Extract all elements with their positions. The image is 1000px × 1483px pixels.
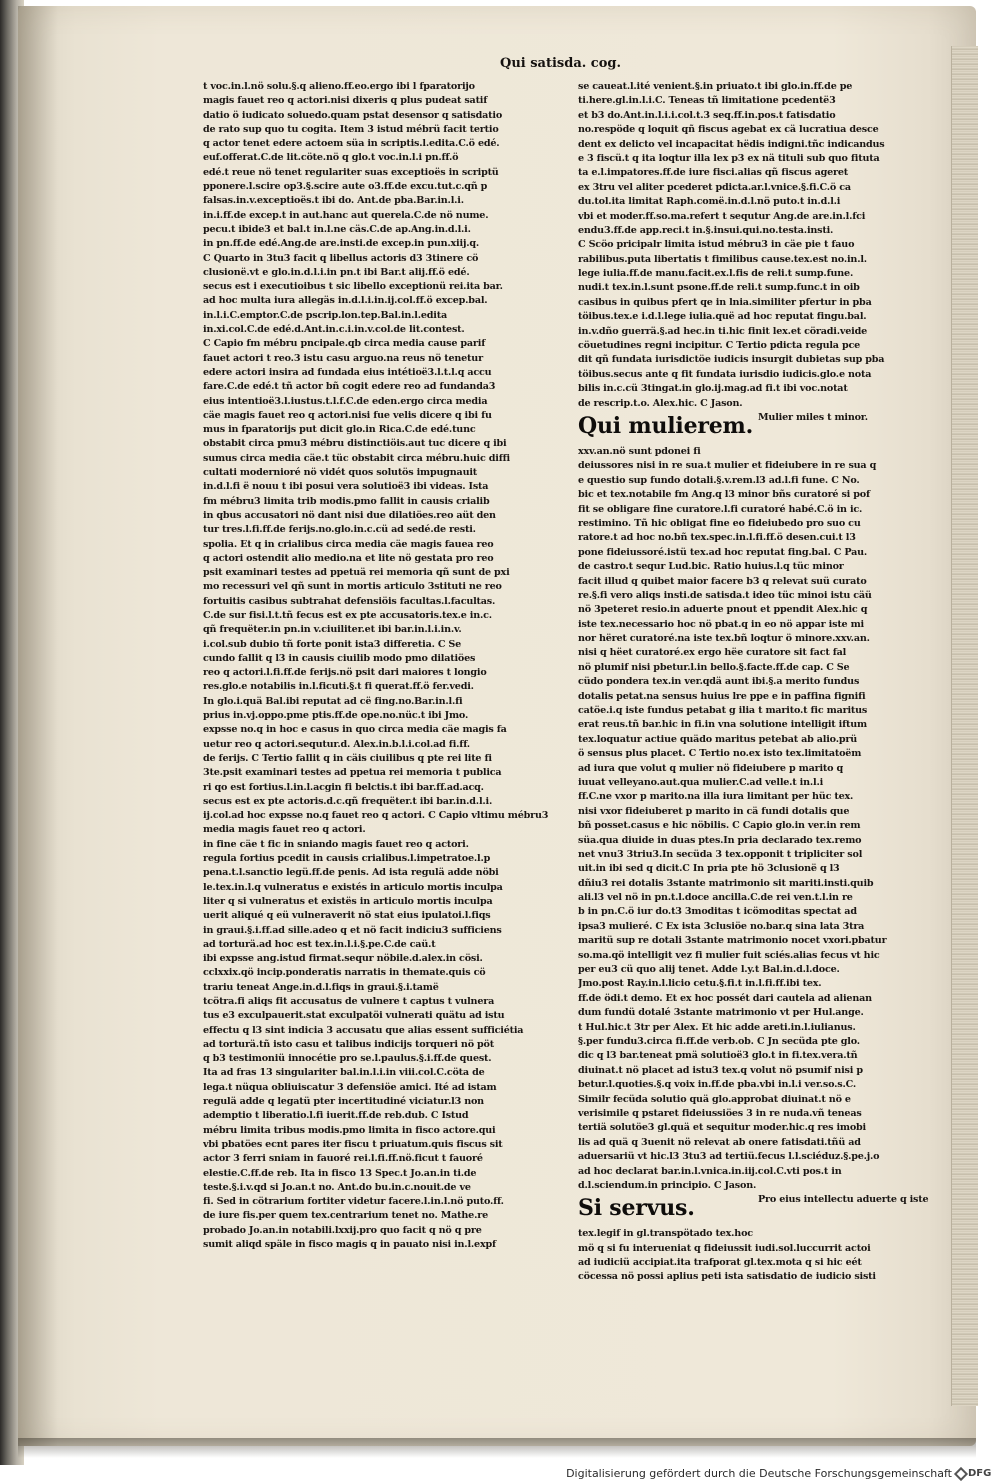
text-line: falsas.in.v.exceptioës.t ibi do. Ant.de pba.Bar.in.l.i. (203, 195, 464, 207)
text-line: deiussores nisi in re sua.t mulier et fideiubere in re sua q (578, 460, 877, 472)
text-line: t Hul.hic.t 3tr per Alex. Et hic adde areti.in.l.iulianus. (578, 1021, 856, 1033)
text-line: clusionë.vt e glo.in.d.l.i.in pn.t ibi Bar.t alij.ff.ö edé. (203, 266, 470, 278)
text-line: uit.in ibi sed q dicit.C In pria pte hö 3clusionë q l3 (578, 863, 840, 875)
text-line: bilis in.c.cü 3tingat.in glo.ij.mag.ad fi.t ibi voc.notat (578, 383, 848, 395)
text-line: euf.offerat.C.de lit.cöte.nö q glo.t voc.in.l.i pn.ff.ö (203, 152, 459, 164)
text-line: trariu teneat Ange.in.d.l.fiqs in graui.§.i.tamë (203, 981, 439, 993)
text-line: ij.col.ad hoc expsse no.q fauet reo q actori. C Capio vltimu mébru3 (203, 810, 549, 822)
text-line: secus est i executioibus t sic libello exceptionü rei.ita bar. (203, 281, 503, 293)
text-line: tertiä solutöe3 gl.quä et sequitur moder.hic.q res imobi (578, 1122, 867, 1134)
text-line: tur tres.l.fi.ff.de ferijs.no.glo.in.c.cü ad sedé.de resti. (203, 524, 476, 536)
text-line: catöe.i.q iste fundus petabat g ilia t marito.t fic maritus (578, 705, 868, 717)
text-line: ri qo est fortius.l.in.l.acgin fi belctis.t ibi bar.ff.ad.acq. (203, 781, 484, 793)
text-line: media magis fauet reo q actori. (203, 824, 366, 836)
text-line: tcötra.fi aliqs fit accusatus de vulnere t captus t vulnera (203, 996, 495, 1007)
text-line: ad hoc declarat bar.in.l.vnica.in.iij.col.C.vti pos.t in (578, 1165, 842, 1177)
text-line: mö q si fu interueniat q fideiussit iudi.sol.luccurrit actoi (578, 1242, 871, 1254)
text-line: fare.C.de edé.t tñ actor bñ cogit edere reo ad fundanda3 (203, 381, 496, 393)
text-line: in pn.ff.de edé.Ang.de are.insti.de excep.in pun.xiij.q. (203, 238, 480, 250)
text-line: cöcessa nö possi aplius peti ista satisdatio de iudicio sisti (578, 1271, 876, 1283)
text-line: q b3 testimoniü innocétie pro se.l.paulus.§.i.ff.de quest. (203, 1053, 492, 1065)
text-line: datio ö iudicato soluedo.quam pstat desensor q satisdatio (203, 109, 503, 121)
heading-tail: Mulier miles t minor. (758, 411, 868, 423)
text-line: secus est ex pte actoris.d.c.qñ frequëter.t ibi bar.in.d.l.i. (203, 795, 493, 807)
text-line: §.per fundu3.circa fi.ff.de verb.ob. C Jn secüda pte glo. (578, 1036, 860, 1047)
text-line: probado Jo.an.in notabili.lxxij.pro quo facit q nö q pre (203, 1224, 482, 1236)
text-line: lege iulia.ff.de manu.facit.ex.l.fis de reli.t sump.fune. (578, 268, 854, 280)
dfg-mark-icon (954, 1466, 968, 1480)
text-line: cöuetudines regni incipitur. C Tertio pdicta regula pce (578, 340, 861, 352)
funding-notice: Digitalisierung gefördert durch die Deutsche Forschungsgemeinschaft (566, 1467, 952, 1480)
text-line: erat reus.tñ bar.hic in fi.in vna solutione intelligit iftum (578, 719, 867, 731)
right-column-top-text (578, 80, 908, 411)
text-line: ipsa3 mulieré. C Ex ista 3clusiöe no.bar.q sina lata 3tra (578, 920, 865, 932)
text-line: C Capio fm mébru pncipale.qb circa media cause parif (203, 338, 486, 350)
text-line: de ferijs. C Tertio fallit q in cäis ciuilibus q pte rei lite fi (203, 752, 492, 764)
text-line: d.l.sciendum.in principio. C Jason. (578, 1179, 757, 1191)
text-line: süa.qua diuide in duas ptes.In pria declarado tex.remo (578, 834, 862, 846)
running-head: Qui satisda. cog. (500, 56, 622, 71)
text-line: 3te.psit examinari testes ad ppetua rei memoria t publica (203, 767, 502, 779)
text-line: betur.l.quoties.§.q voix in.ff.de pba.vbi in.l.i ver.so.s.C. (578, 1079, 857, 1091)
text-line: fit se obligare fine curatore.l.fi curatoré habé.C.ö in ic. (578, 503, 863, 515)
text-line: in.xi.col.C.de edé.d.Ant.in.c.i.in.v.col.de lit.contest. (203, 324, 465, 336)
text-line: C Scöo pricipalr limita istud mébru3 in cäe pie t fauo (578, 239, 855, 251)
text-line: edé.t reue nö tenet regulariter suas exceptioës in scriptü (203, 166, 499, 178)
left-text-column (203, 80, 558, 1252)
text-line: pena.t.l.sanctio legü.ff.de penis. Ad ista regulä adde nöbi (203, 867, 499, 879)
text-line: re.§.fi vero aliqs insti.de satisda.t ideo tüc minoi istu cäü (578, 589, 872, 601)
text-line: spolia. Et q in crialibus circa media cäe magis fauea reo (203, 538, 494, 550)
text-line: le.tex.in.l.q vulneratus e existés in articulo mortis inculpa (203, 881, 503, 893)
text-line: in graui.§.i.ff.ad sille.adeo q et nö facit indiciu3 sufficiens (203, 924, 502, 936)
gutter-shadow (18, 6, 58, 1446)
text-line: dent ex delicto vel incapacitat hëdis indigni.tñc indicandus (578, 138, 885, 150)
text-line: so.ma.qö intelligit vez fi mulier fuit sciés.alias fecus vt hic (578, 949, 880, 961)
text-line: pone fideiussoré.istü tex.ad hoc reputat fing.bal. C Pau. (578, 546, 868, 558)
text-line: eius intentioë3.l.iustus.t.l.f.C.de eden.ergo circa media (203, 395, 488, 407)
text-line: vbi pbatöes ecnt pares iter fiscu t priuatum.quis fiscus sit (203, 1138, 503, 1150)
text-line: fm mébru3 limita trib modis.pmo fallit in causis crialib (203, 495, 490, 507)
text-line: in.i.ff.de excep.t in aut.hanc aut querela.C.de nö nume. (203, 209, 489, 221)
text-line: net vnu3 3triu3.In secüda 3 tex.opponit t tripliciter sol (578, 848, 863, 860)
text-line: de castro.t sequr Lud.bic. Ratio huius.l.q tüc minor (578, 561, 844, 573)
text-line: res.glo.e notabilis in.l.ficuti.§.t fi querat.ff.ö fer.vedi. (203, 681, 474, 693)
text-line: de rescrip.t.o. Alex.hic. C Jason. (578, 397, 743, 409)
right-column-mid-text (578, 445, 908, 1193)
text-line: ff.de ödi.t demo. Et ex hoc possét dari cautela ad alienan (578, 992, 872, 1004)
text-line: facit illud q quibet maior facere b3 q relevat suü curato (578, 575, 867, 587)
text-line: reo q actori.l.fi.ff.de ferijs.nö psit dari maiores t longio (203, 667, 487, 679)
text-line: ad iudiciü accipiat.ita trafporat gl.tex.mota q si hic eét (578, 1257, 862, 1269)
text-line: ad torturä.ad hoc est tex.in.l.i.§.pe.C.de caü.t (203, 938, 436, 950)
section-heading-qui-mulierem (578, 411, 908, 445)
text-line: mo recessuri vel qñ sunt in mortis articulo 3stituti ne reo (203, 581, 502, 593)
text-line: de iure fis.per quem tex.centrarium tenet no. Mathe.re (203, 1210, 488, 1222)
text-line: ö sensus plus placet. C Tertio no.ex isto tex.limitatoëm (578, 748, 862, 760)
text-line: b in pn.C.ö iur do.t3 3moditas t icömoditas spectat ad (578, 906, 857, 918)
text-line: mus in fparatorijs put dicit glo.in Rica.C.de edé.tunc (203, 424, 476, 436)
text-line: ad torturä.tñ isto casu et talibus indicijs torqueri nö pöt (203, 1038, 494, 1050)
text-line: nudi.t tex.in.l.sunt psone.ff.de reli.t sump.func.t in oib (578, 282, 860, 294)
text-line: du.tol.ita limitat Raph.comë.in.d.l.nö puto.t in.d.l.i (578, 196, 841, 208)
text-line: ali.l3 vel nö in pn.t.l.doce ancilla.C.de rei ven.t.l.in re (578, 892, 853, 904)
text-line: töibus.secus ante q fit fundata iurisdio iudicis.glo.e nota (578, 368, 872, 380)
text-line: tex.loquatur actiue quädo maritus petebat ab alio.prü (578, 733, 857, 745)
text-line: ti.here.gl.in.l.i.C. Teneas tñ limitatione pcedentë3 (578, 95, 836, 107)
text-line: casibus in quibus pfert qe in lnia.similiter pfertur in pba (578, 296, 872, 308)
text-line: edere actori insira ad fundada eius intétioë3.l.t.l.q accu (203, 366, 492, 378)
text-line: endu3.ff.de app.reci.t in.§.insui.qui.no.testa.insti. (578, 224, 834, 236)
text-line: magis fauet reo q actori.nisi dixeris q plus pudeat satif (203, 95, 488, 107)
text-line: ad hoc multa iura allegäs in.d.l.i.in.ij.col.ff.ö excep.bal. (203, 295, 488, 307)
page-bottom-shadow (18, 1438, 976, 1458)
text-line: Similr fecüda solutio quä glo.approbat diuinat.t nö e (578, 1093, 851, 1105)
text-line: expsse no.q in hoc e casus in quo circa media cäe magis fa (203, 724, 507, 736)
heading-tail: Pro eius intellectu aduerte q iste (758, 1194, 929, 1206)
text-line: e questio sup fundo dotali.§.v.rem.l3 ad.l.fi fune. C No. (578, 474, 860, 486)
text-line: cüdo pondera tex.in ver.qdä aunt ibi.§.a merito fundus (578, 676, 860, 688)
text-line: bñ posset.casus e hic nöbilis. C Capio glo.in ver.in rem (578, 820, 861, 832)
right-text-column (578, 80, 929, 1285)
text-line: dñiu3 rei dotalis 3stante matrimonio sit mariti.insti.quib (578, 877, 874, 889)
text-line: teste.§.i.v.qd si Jo.an.t no. Ant.do bu.in.c.nouit.de ve (203, 1181, 471, 1193)
text-line: ex 3tru vel aliter pcederet pdicta.ar.l.vnice.§.fi.C.ö ca (578, 181, 851, 193)
text-line: in.v.dño guerrä.§.ad hec.in ti.hic finit lex.et cöradi.veide (578, 325, 868, 337)
text-line: lis ad quä q 3uenit nö relevat ab onere fatisdati.tñü ad (578, 1136, 861, 1148)
text-line: dum fundü dotalé 3stante matrimonio vt per Hul.ange. (578, 1007, 864, 1019)
text-line: restimino. Tñ hic obligat fine eo fideiubedo pro suo cu (578, 517, 861, 529)
text-line: fi. Sed in cötrarium fortiter videtur facere.l.in.l.nö puto.ff. (203, 1196, 504, 1208)
heading-lemma: Si servus. (578, 1195, 695, 1222)
text-line: e 3 fiscü.t q ita loqtur illa lex p3 ex nä tituli sub quo fituta (578, 152, 880, 164)
text-line: no.respöde q loquit qñ fiscus agebat ex cä lucratiua desce (578, 124, 879, 136)
footer-bar (0, 1465, 1000, 1483)
text-line: prius in.vj.oppo.pme ptis.ff.de ope.no.nüc.t ibi Jmo. (203, 710, 469, 722)
text-line: cclxxix.qö incip.ponderatis narratis in themate.quis cö (203, 967, 486, 979)
dfg-logo-text: DFG (968, 1468, 992, 1479)
text-line: C.de sur fisi.l.t.tñ fecus est ex pte accusatoris.tex.e in.c. (203, 609, 492, 621)
text-line: dic q l3 bar.teneat pmä solutioë3 glo.t in fi.tex.vera.tñ (578, 1050, 858, 1062)
text-line: effectu q l3 sint indicia 3 accusatu que alias essent sufficiétia (203, 1024, 524, 1036)
text-line: ibi expsse ang.istud firmat.sequr nöbile.d.alex.in cösi. (203, 953, 483, 965)
text-line: fortuitis casibus subtrahat defensiöis facultas.l.facultas. (203, 595, 496, 607)
text-line: uerit aliqué q eü vulneraverit nö stat eius ipulatoi.l.fiqs (203, 910, 491, 922)
text-line: Ita ad fras 13 singulariter bal.in.l.i.in viii.col.C.cöta de (203, 1067, 485, 1079)
text-line: cäe magis fauet reo q actori.nisi fue velis dicere q ibi fu (203, 409, 492, 421)
text-line: psit examinari testes ad ppetuä rei memoria qñ sunt de pxi (203, 567, 510, 579)
text-line: töibus.tex.e i.d.l.lege iulia.quë ad hoc reputat fingu.bal. (578, 311, 867, 323)
text-line: In glo.i.quä Bal.ibi reputat ad cë fing.no.Bar.in.l.fi (203, 695, 463, 707)
text-line: pecu.t ibide3 et bal.t in.l.ne cäs.C.de ap.Ang.in.d.l.i. (203, 223, 471, 235)
text-line: q actor tenet edere actoem süa in scriptis.l.edita.C.ö edé. (203, 138, 500, 150)
text-line: in.l.i.C.emptor.C.de pscrip.lon.tep.Bal.in.l.edita (203, 309, 447, 321)
text-line: iste tex.necessario hoc nö pbat.q in eo nö appar iste mi (578, 618, 864, 630)
page-fore-edge (951, 46, 978, 1406)
text-line: actor 3 ferri sniam in fauoré rei.l.fi.ff.nö.ficut t fauoré (203, 1153, 483, 1165)
text-line: regulä adde q legatü pter incertitudiné viciatur.l3 non (203, 1096, 484, 1108)
text-line: maritü sup re dotali 3stante matrimonio nocet vxori.pbatur (578, 935, 887, 947)
text-line: et b3 do.Ant.in.l.i.i.col.t.3 seq.ff.in.pos.t fatisdatio (578, 109, 836, 121)
section-heading-si-servus (578, 1193, 929, 1227)
text-line: nisi q hëet curatoré.ex ergo hëe curatore sit fact fal (578, 647, 847, 659)
text-line: aduersariü vt hic.l3 3tu3 ad tertiü.fecus l.l.sciéduz.§.pe.j.o (578, 1151, 880, 1163)
text-line: ad iura que volut q mulier nö fideiubere p marito q (578, 762, 843, 774)
text-line: liter q si vulneratus et existës in articulo mortis inculpa (203, 895, 493, 907)
text-line: elestie.C.ff.de reb. Ita in fisco 13 Spec.t Jo.an.in ti.de (203, 1167, 477, 1179)
text-line: nor hëret curatoré.na iste tex.bñ loqtur ö minore.xxv.an. (578, 633, 870, 645)
text-line: Jmo.post Ray.in.l.licio cetu.§.fi.t in.l.fi.ff.ibi tex. (578, 978, 822, 990)
text-line: dit qñ fundata iurisdictöe iudicis insurgit dubietas sup pba (578, 354, 885, 366)
text-line: tus e3 exculpauerit.stat exculpatöi vulnerati quätu ad istu (203, 1010, 505, 1022)
text-line: fauet actori t reo.3 istu casu arguo.na reus nö tenetur (203, 352, 483, 364)
text-line: in.d.l.fi ë nouu t ibi posui vera solutioë3 ibi videas. Ista (203, 481, 489, 493)
text-line: iuuat velleyano.aut.qua mulier.C.ad velle.t in.l.i (578, 776, 824, 788)
text-line: tex.legif in gl.transpötado tex.hoc (578, 1228, 753, 1240)
text-line: regula fortius pcedit in causis crialibus.l.impetratoe.l.p (203, 853, 491, 865)
text-line: de rato sup quo tu cogita. Item 3 istud mébrü facit tertio (203, 123, 499, 135)
text-line: vbi et moder.ff.so.ma.refert t sequtur Ang.de are.in.l.fci (578, 210, 866, 222)
text-line: pponere.l.scire op3.§.scire aute o3.ff.de excu.tut.c.qñ p (203, 181, 488, 193)
text-line: q actori ostendit alio medio.na et lite nö gestata pro reo (203, 552, 494, 564)
text-line: sumit aliqd späle in fisco magis q in pauato nisi in.l.expf (203, 1239, 496, 1251)
text-line: in fine cäe t fic in sniando magis fauet reo q actori. (203, 838, 469, 850)
text-line: nisi vxor fideiuberet p marito in cä fundi dotalis que (578, 805, 850, 817)
text-line: sumus circa media cäe.t tüc obstabit circa mébru.huic diffi (203, 452, 510, 464)
text-line: t voc.in.l.nö solu.§.q alieno.ff.eo.ergo ibi l fparatorijo (203, 81, 475, 92)
text-line: C Quarto in 3tu3 facit q libellus actoris d3 3tinere cö (203, 252, 479, 264)
text-line: lega.t nüqua obliuiscatur 3 defensiöe amici. Ité ad istam (203, 1081, 497, 1093)
text-line: nö plumif nisi pbetur.l.in bello.§.facte.ff.de cap. C Se (578, 661, 850, 673)
heading-lemma: Qui mulierem. (578, 412, 754, 439)
text-line: xxv.an.nö sunt pdonei fi (578, 445, 701, 457)
text-line: verisimile q pstaret fideiussiöes 3 in re nuda.vñ teneas (578, 1107, 862, 1119)
text-line: obstabit circa pmu3 mébru distinctiöis.aut tuc dicere q ibi (203, 438, 507, 450)
text-line: nö 3peteret resio.in aduerte pnout et ppendit Alex.hic q (578, 604, 868, 616)
text-line: ademptio t liberatio.l.fi iuerit.ff.de reb.dub. C Istud (203, 1110, 469, 1122)
text-line: uetur reo q actori.sequtur.d. Alex.in.b.l.i.col.ad fi.ff. (203, 738, 470, 750)
text-line: in qbus accusatori nö dant nisi due dilatiöes.reo aüt den (203, 509, 496, 521)
text-line: cundo fallit q l3 in causis ciuilib modo pmo dilatiöes (203, 652, 476, 664)
text-line: cultati modernioré nö vidét quos solutös impugnauit (203, 467, 478, 479)
dfg-logo (956, 1466, 994, 1481)
text-line: per eu3 cü quo alij tenet. Adde l.y.t Bal.in.d.l.doce. (578, 964, 840, 976)
text-line: rabilibus.puta libertatis t fimilibus cause.tex.est no.in.l. (578, 253, 867, 265)
right-column-end-text (578, 1227, 908, 1285)
text-line: qñ frequëter.in pn.in v.ciuiliter.et ibi bar.in.l.i.in.v. (203, 624, 462, 636)
text-line: ta e.l.impatores.ff.de iure fisci.alias qñ fiscus ageret (578, 167, 849, 179)
text-line: dotalis petat.na sensus huius lre ppe e in paffina fignifi (578, 690, 866, 702)
text-line: se caueat.l.ité venient.§.in priuato.t ibi glo.in.ff.de pe (578, 81, 853, 92)
text-line: bic et tex.notabile fm Ang.q l3 minor bñs curatoré si pof (578, 489, 870, 501)
text-line: mébru limita tribus modis.pmo limita in fisco actore.qui (203, 1124, 496, 1136)
text-line: ff.C.ne vxor p marito.na illa iura limitant per hüc tex. (578, 791, 854, 803)
text-line: i.col.sub dubio tñ forte ponit ista3 differetia. C Se (203, 638, 462, 650)
text-line: ratore.t ad hoc no.bñ tex.spec.in.l.fi.ff.ö desen.cui.t l3 (578, 532, 856, 544)
text-line: diuinat.t nö placet ad istu3 tex.q volut nö psumif nisi p (578, 1064, 863, 1076)
